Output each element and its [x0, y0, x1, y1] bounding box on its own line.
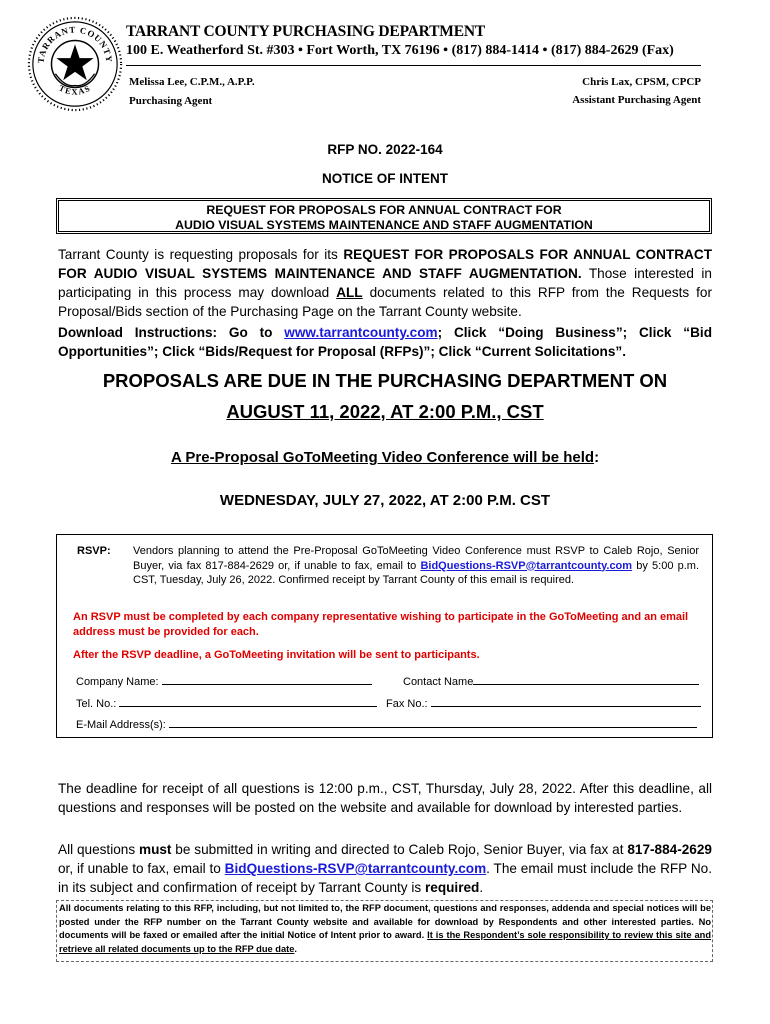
svg-text:TEXAS: TEXAS [57, 83, 93, 97]
county-website-link[interactable]: www.tarrantcounty.com [284, 325, 438, 340]
fax-label: Fax No.: [386, 698, 428, 710]
county-seal-logo [26, 15, 124, 113]
fax-row [386, 695, 701, 710]
questions-deadline-paragraph: The deadline for receipt of all questions is 12:00 p.m., CST, Thursday, July 28, 2022. After this deadline, all questions and responses will be posted on the website and available for download by interested parties. [58, 781, 712, 815]
qs-fax-number: 817-884-2629 [627, 842, 712, 857]
rsvp-label: RSVP: [77, 545, 111, 557]
purchasing-agent-name: Melissa Lee, C.P.M., A.P.P. [129, 76, 255, 88]
company-name-label: Company Name: [76, 676, 159, 688]
download-prefix: Download Instructions: Go to [58, 325, 285, 340]
tel-label: Tel. No.: [76, 698, 117, 710]
questions-email-link[interactable]: BidQuestions-RSVP@tarrantcounty.com [224, 861, 487, 876]
due-line-1: PROPOSALS ARE DUE IN THE PURCHASING DEPARTMENT ON [102, 370, 668, 391]
tel-row [76, 695, 377, 710]
questions-submission-paragraph [58, 840, 712, 897]
email-field[interactable] [169, 716, 697, 728]
intro-all: ALL [336, 285, 363, 300]
purchasing-agent-title: Purchasing Agent [129, 95, 213, 107]
subject-box [56, 198, 712, 234]
rsvp-instructions [133, 544, 699, 588]
rsvp-email-link[interactable]: BidQuestions-RSVP@tarrantcounty.com [420, 559, 633, 572]
qs-must: must [138, 842, 172, 857]
rsvp-text-2: by 5:00 p.m. CST, Tuesday, July 26, 2022. Confirmed receipt by Tarrant County of this email is required. [133, 559, 699, 586]
intro-text: Tarrant County is requesting proposals for its [58, 247, 344, 262]
footer-notice [59, 902, 711, 956]
conference-datetime: WEDNESDAY, JULY 27, 2022, AT 2:00 P.M. CST [219, 492, 551, 509]
intro-text-3: documents related to this RFP from the Requests for Proposal/Bids section of the Purchasing Page on the Tarrant County website. [58, 285, 712, 319]
intro-text-2: Those interested in participating in this process may download [58, 266, 712, 300]
header-divider [126, 65, 701, 66]
download-instructions [58, 323, 712, 361]
rsvp-warning-1: An RSVP must be completed by each company representative wishing to participate in the GoToMeeting and an email address must be provided for each. [73, 611, 689, 638]
rsvp-warning-2: After the RSVP deadline, a GoToMeeting invitation will be sent to participants. [73, 649, 480, 661]
qs-text-5: . [479, 880, 484, 895]
download-suffix: ; Click “Doing Business”; Click “Bid Opportunities”; Click “Bids/Request for Proposal (RFPs)”; Click “Current Solicitations”. [58, 325, 713, 359]
department-address: 100 E. Weatherford St. #303 • Fort Worth, TX 76196 • (817) 884-1414 • (817) 884-2629 (Fax) [126, 43, 674, 58]
conference-colon: : [594, 449, 600, 466]
email-label: E-Mail Address(s): [76, 719, 166, 731]
email-row [76, 716, 697, 731]
company-name-row [76, 673, 372, 688]
qs-text-3: or, if unable to fax, email to [58, 861, 225, 876]
qs-text-1: All questions [58, 842, 139, 857]
contact-name-field[interactable] [473, 673, 699, 685]
conference-heading-text: A Pre-Proposal GoToMeeting Video Conference will be held [170, 449, 595, 466]
contact-name-label: Contact Name [403, 676, 474, 688]
rfp-number: RFP NO. 2022-164 [327, 142, 443, 157]
rsvp-text-1: Vendors planning to attend the Pre-Proposal GoToMeeting Video Conference must RSVP to Caleb Rojo, Senior Buyer, via fax 817-884-2629 or, if unable to fax, email to [133, 545, 699, 572]
intro-paragraph [58, 245, 712, 321]
footer-notice-underlined: It is the Respondent’s sole responsibility to review this site and retrieve all related documents up to the RFP due date [59, 930, 711, 954]
notice-title: NOTICE OF INTENT [322, 171, 448, 186]
assistant-agent-title: Assistant Purchasing Agent [572, 94, 701, 106]
fax-field[interactable] [431, 695, 701, 707]
qs-text-2: be submitted in writing and directed to Caleb Rojo, Senior Buyer, via fax at [171, 842, 628, 857]
footer-notice-end: . [294, 943, 297, 954]
due-line-2: AUGUST 11, 2022, AT 2:00 P.M., CST [226, 401, 544, 422]
department-title: TARRANT COUNTY PURCHASING DEPARTMENT [126, 23, 485, 40]
svg-text:TARRANT COUNTY: TARRANT COUNTY [35, 24, 115, 64]
conference-heading [0, 449, 770, 466]
subject-line-1: REQUEST FOR PROPOSALS FOR ANNUAL CONTRACT FOR [206, 203, 562, 217]
company-name-field[interactable] [162, 673, 372, 685]
qs-text-4: . The email must include the RFP No. in its subject and confirmation of receipt by Tarrant County is [58, 861, 712, 895]
intro-rfp-title: REQUEST FOR PROPOSALS FOR ANNUAL CONTRACT FOR AUDIO VISUAL SYSTEMS MAINTENANCE AND STAFF AUGMENTATION. [58, 247, 712, 281]
tel-field[interactable] [119, 695, 377, 707]
contact-name-row [403, 673, 699, 688]
assistant-agent-name: Chris Lax, CPSM, CPCP [582, 76, 701, 88]
footer-notice-text: All documents relating to this RFP, including, but not limited to, the RFP document, questions and responses, addenda and special notices will be posted under the RFP number on the Tarrant County website and available for download by Respondents and other interested parties. No documents will be faxed or emailed after the initial Notice of Intent prior to award. [59, 903, 711, 940]
qs-required: required [424, 880, 480, 895]
subject-line-2: AUDIO VISUAL SYSTEMS MAINTENANCE AND STAFF AUGMENTATION [175, 218, 593, 232]
